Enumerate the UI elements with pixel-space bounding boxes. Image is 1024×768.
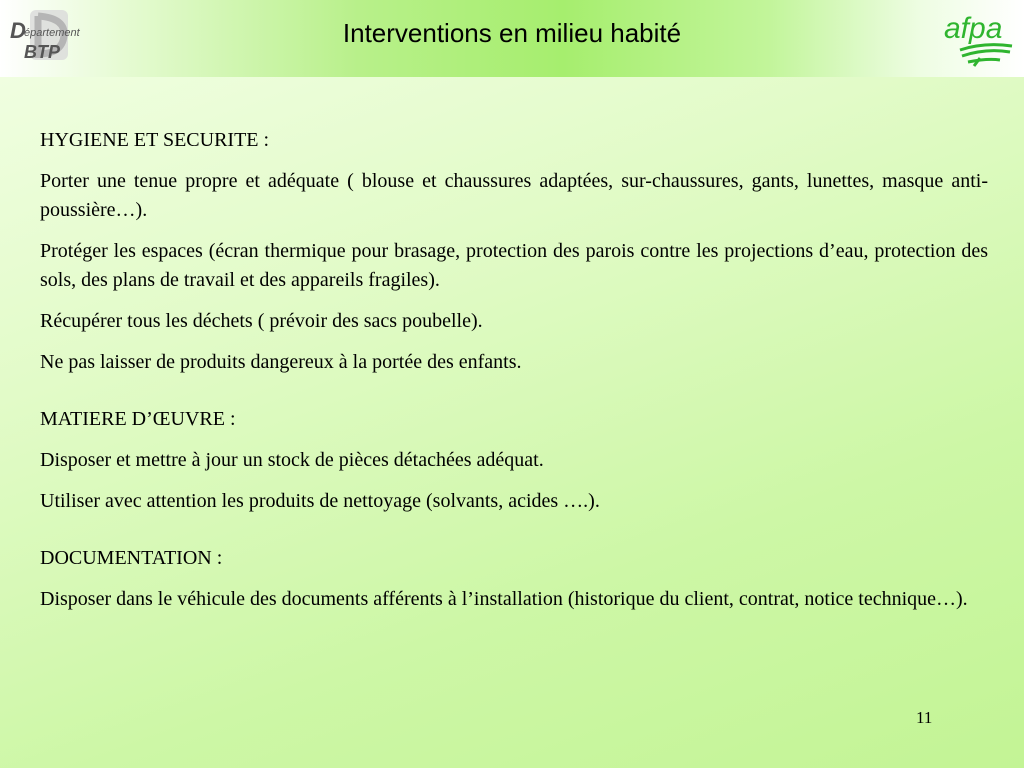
paragraph: Disposer dans le véhicule des documents afférents à l’installation (historique du client, contrat, notice technique…).: [40, 588, 968, 610]
section-heading-hygiene: HYGIENE ET SECURITE :: [40, 129, 270, 151]
section-heading-matiere: MATIERE D’ŒUVRE :: [40, 408, 236, 430]
page-title: Interventions en milieu habité: [342, 18, 682, 48]
section-heading-documentation: DOCUMENTATION :: [40, 547, 223, 569]
paragraph: Ne pas laisser de produits dangereux à la portée des enfants.: [40, 351, 522, 373]
paragraph: Protéger les espaces (écran thermique pour brasage, protection des parois contre les projections d’eau, protection des sols, des plans de travail et des appareils fragiles).: [40, 240, 988, 291]
paragraph: Porter une tenue propre et adéquate ( blouse et chaussures adaptées, sur-chaussures, gants, lunettes, masque anti-poussière…).: [40, 170, 988, 221]
page-number: 11: [916, 708, 933, 727]
slide-body: [40, 126, 988, 626]
svg-text:D: D: [10, 18, 26, 43]
afpa-logo: [940, 6, 1016, 70]
logo-left-btp: BTP: [24, 42, 60, 62]
afpa-logo-text: afpa: [944, 12, 1003, 45]
paragraph: Récupérer tous les déchets ( prévoir des sacs poubelle).: [40, 310, 483, 332]
paragraph: Disposer et mettre à jour un stock de pièces détachées adéquat.: [40, 449, 544, 471]
slide-header: [0, 0, 1024, 77]
paragraph: Utiliser avec attention les produits de nettoyage (solvants, acides ….).: [40, 490, 600, 512]
svg-text:épartement: épartement: [24, 27, 80, 39]
